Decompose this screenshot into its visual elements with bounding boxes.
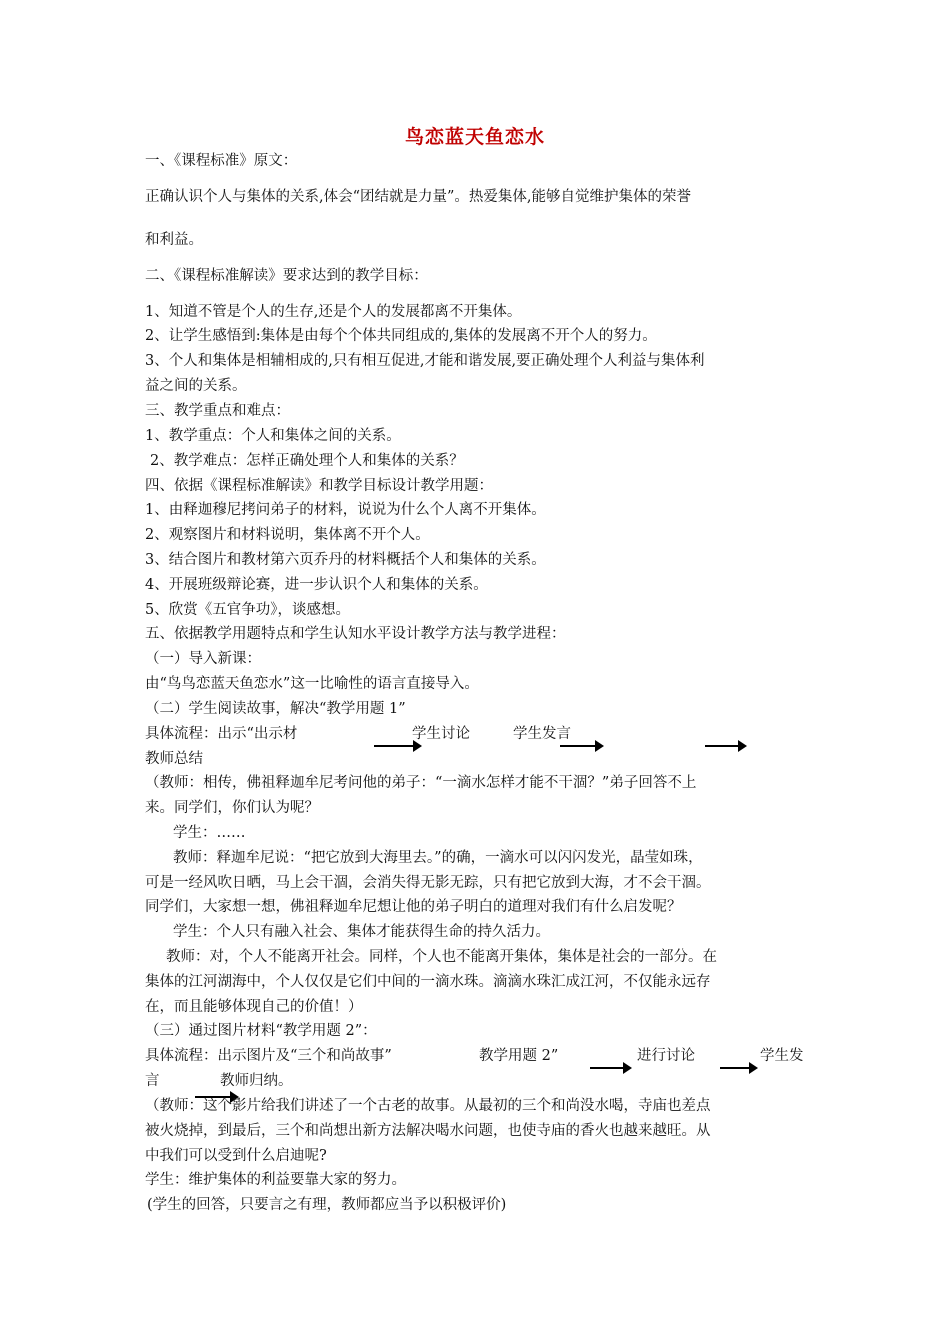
right-arrow-icon bbox=[560, 745, 602, 747]
flow-step: 学生讨论 bbox=[412, 726, 470, 742]
dialogue-line: 在，而且能够体现自己的价值！） bbox=[145, 999, 363, 1015]
right-arrow-icon bbox=[374, 745, 420, 747]
note-line: (学生的回答，只要言之有理，教师都应当予以积极评价) bbox=[147, 1197, 507, 1213]
dialogue-line: 学生：…… bbox=[173, 825, 246, 841]
dialogue-line: 中我们可以受到什么启迪呢? bbox=[145, 1148, 327, 1164]
flow-step: 教学用题 2” bbox=[479, 1048, 559, 1064]
question-item: 5、欣赏《五官争功》，谈感想。 bbox=[145, 602, 350, 618]
section-5-heading: 五、依据教学用题特点和学生认知水平设计教学方法与教学进程： bbox=[145, 626, 566, 642]
dialogue-line: 集体的江河湖海中，个人仅仅是它们中间的一滴水珠。滴滴水珠汇成江河，不仅能永远存 bbox=[145, 974, 711, 990]
dialogue-line: 可是一经风吹日晒，马上会干涸，会消失得无影无踪，只有把它放到大海，才不会干涸。 bbox=[145, 875, 711, 891]
dialogue-line: 学生：维护集体的利益要靠大家的努力。 bbox=[145, 1172, 406, 1188]
key-point-item: 2、教学难点：怎样正确处理个人和集体的关系？ bbox=[150, 453, 464, 469]
standard-text-line: 和利益。 bbox=[145, 232, 203, 248]
flow-step: 进行讨论 bbox=[637, 1048, 695, 1064]
right-arrow-icon bbox=[720, 1067, 756, 1069]
goal-item: 3、个人和集体是相辅相成的,只有相互促进,才能和谐发展,要正确处理个人利益与集体利 bbox=[145, 353, 705, 369]
section-1-heading: 一、《课程标准》原文： bbox=[145, 153, 298, 169]
right-arrow-icon bbox=[590, 1067, 630, 1069]
goal-item: 1、知道不管是个人的生存,还是个人的发展都离不开集体。 bbox=[145, 304, 522, 320]
question-item: 4、开展班级辩论赛，进一步认识个人和集体的关系。 bbox=[145, 577, 488, 593]
flow-step: 言 bbox=[145, 1073, 160, 1089]
dialogue-line: 被火烧掉，到最后，三个和尚想出新方法解决喝水问题，也使寺庙的香火也越来越旺。从 bbox=[145, 1123, 711, 1139]
part-heading: （二）学生阅读故事，解决“教学用题 1” bbox=[145, 701, 406, 717]
page-title: 鸟恋蓝天鱼恋水 bbox=[404, 126, 545, 148]
part-heading: （一）导入新课： bbox=[145, 651, 261, 667]
goal-item: 2、让学生感悟到:集体是由每个个体共同组成的,集体的发展离不开个人的努力。 bbox=[145, 328, 657, 344]
section-4-heading: 四、依据《课程标准解读》和教学目标设计教学用题： bbox=[145, 478, 493, 494]
dialogue-line: 学生：个人只有融入社会、集体才能获得生命的持久活力。 bbox=[173, 924, 550, 940]
dialogue-line: 来。同学们，你们认为呢？ bbox=[145, 800, 319, 816]
section-3-heading: 三、教学重点和难点： bbox=[145, 403, 290, 419]
dialogue-line: 同学们，大家想一想，佛祖释迦牟尼想让他的弟子明白的道理对我们有什么启发呢？ bbox=[145, 899, 682, 915]
question-item: 1、由释迦穆尼拷问弟子的材料，说说为什么个人离不开集体。 bbox=[145, 502, 546, 518]
flow-step: 学生发言 bbox=[513, 726, 571, 742]
flow-step: 教师归纳。 bbox=[220, 1073, 293, 1089]
part-heading: （三）通过图片材料“教学用题 2”： bbox=[145, 1023, 377, 1039]
key-point-item: 1、教学重点：个人和集体之间的关系。 bbox=[145, 428, 401, 444]
flow-step: 学生发 bbox=[760, 1048, 804, 1064]
dialogue-line: 教师：释迦牟尼说：“把它放到大海里去。”的确，一滴水可以闪闪发光，晶莹如珠， bbox=[173, 850, 703, 866]
dialogue-line: （教师：这个影片给我们讲述了一个古老的故事。从最初的三个和尚没水喝，寺庙也差点 bbox=[145, 1098, 711, 1114]
flow-step: 具体流程：出示图片及“三个和尚故事” bbox=[145, 1048, 392, 1064]
section-2-heading: 二、《课程标准解读》要求达到的教学目标： bbox=[145, 268, 428, 284]
dialogue-line: （教师：相传，佛祖释迦牟尼考问他的弟子：“一滴水怎样才能不干涸？”弟子回答不上 bbox=[145, 775, 697, 791]
flow-step: 具体流程：出示“出示材 bbox=[145, 726, 298, 742]
question-item: 2、观察图片和材料说明，集体离不开个人。 bbox=[145, 527, 430, 543]
dialogue-line: 教师：对，个人不能离开社会。同样，个人也不能离开集体，集体是社会的一部分。在 bbox=[166, 949, 717, 965]
right-arrow-icon bbox=[705, 745, 745, 747]
question-item: 3、结合图片和教材第六页乔丹的材料概括个人和集体的关系。 bbox=[145, 552, 546, 568]
goal-item: 益之间的关系。 bbox=[145, 378, 247, 394]
paragraph-line: 由“鸟鸟恋蓝天鱼恋水”这一比喻性的语言直接导入。 bbox=[145, 676, 479, 692]
standard-text-line: 正确认识个人与集体的关系,体会“团结就是力量”。热爱集体,能够自觉维护集体的荣誉 bbox=[145, 189, 692, 205]
flow-step: 教师总结 bbox=[145, 751, 203, 767]
